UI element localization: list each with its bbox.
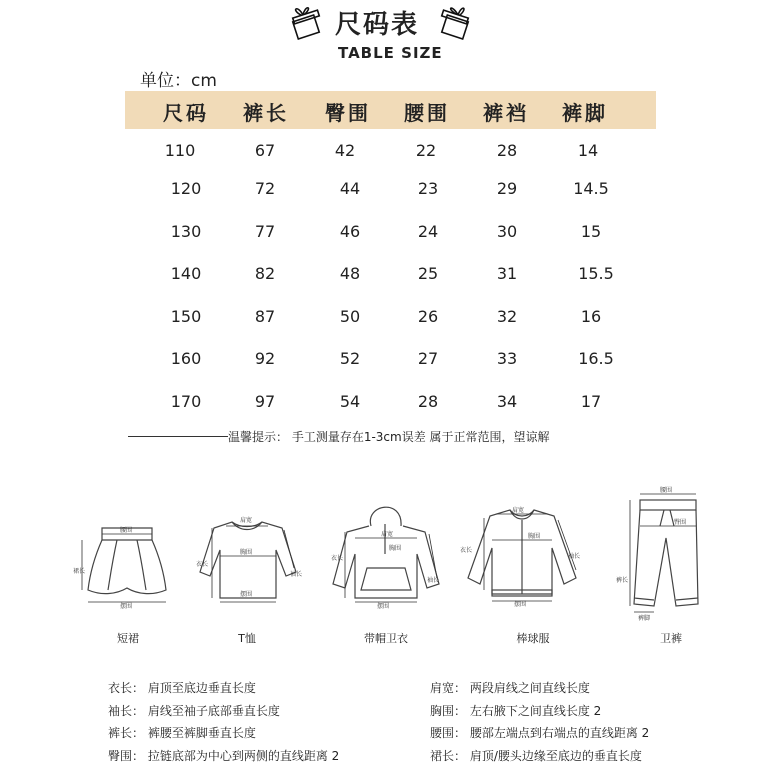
cell-size: 160: [170, 349, 202, 368]
page-subtitle: TABLE SIZE: [338, 44, 443, 62]
cell-leg-opening: 17: [580, 392, 602, 411]
header-hip: 臀围: [325, 101, 371, 125]
pants-length-label: 裤长: [616, 577, 629, 584]
header-crotch: 裤裆: [483, 101, 529, 125]
cell-pants-length: 82: [254, 264, 276, 283]
note-divider: [128, 436, 228, 437]
cell-hip: 48: [339, 264, 361, 283]
measurement-note: 温馨提示： 手工测量存在1-3cm误差 属于正常范围，望谅解: [228, 430, 550, 444]
cell-leg-opening: 14: [577, 141, 599, 160]
page-title: 尺码表: [335, 10, 420, 40]
definition-item: 裙长： 肩顶/腰头边缘至底边的垂直长度: [430, 749, 642, 763]
cell-crotch: 33: [496, 349, 518, 368]
cell-waist: 26: [417, 307, 439, 326]
cell-waist: 23: [417, 179, 439, 198]
cell-crotch: 30: [496, 222, 518, 241]
skirt-hem-label: 摆围: [120, 603, 133, 610]
hoodie-shoulder-label: 肩宽: [381, 531, 394, 538]
tshirt-sleeve-label: 袖长: [290, 571, 303, 578]
header-size: 尺码: [163, 101, 209, 125]
baseball-caption: 棒球服: [516, 632, 550, 645]
cell-crotch: 31: [496, 264, 518, 283]
baseball-shoulder-label: 肩宽: [512, 507, 525, 514]
gift-box-icon-left: [285, 2, 325, 42]
pants-caption: 卫裤: [660, 632, 682, 645]
skirt-length-label: 裙长: [73, 568, 86, 575]
cell-waist: 22: [415, 141, 437, 160]
cell-waist: 27: [417, 349, 439, 368]
definition-item: 腰围： 腰部左端点到右端点的直线距离 2: [430, 726, 650, 740]
unit-label: 单位：cm: [140, 71, 217, 91]
cell-size: 170: [170, 392, 202, 411]
cell-size: 130: [170, 222, 202, 241]
hoodie-caption: 带帽卫衣: [364, 632, 408, 645]
cell-crotch: 28: [496, 141, 518, 160]
cell-pants-length: 67: [254, 141, 276, 160]
tshirt-diagram: [190, 510, 305, 615]
cell-crotch: 29: [496, 179, 518, 198]
cell-hip: 44: [339, 179, 361, 198]
cell-size: 150: [170, 307, 202, 326]
tshirt-shoulder-label: 肩宽: [240, 517, 253, 524]
baseball-sleeve-label: 袖长: [568, 553, 581, 560]
tshirt-caption: T恤: [238, 632, 256, 645]
cell-leg-opening: 16.5: [578, 349, 614, 368]
cell-hip: 52: [339, 349, 361, 368]
cell-leg-opening: 16: [580, 307, 602, 326]
cell-hip: 42: [334, 141, 356, 160]
pants-hip-label: 臀围: [674, 519, 687, 526]
skirt-waist-label: 腰围: [120, 527, 133, 534]
pants-diagram: [612, 486, 712, 622]
gift-box-icon-right: [436, 2, 476, 42]
cell-crotch: 32: [496, 307, 518, 326]
tshirt-hem-label: 摆围: [240, 591, 253, 598]
baseball-hem-label: 摆围: [514, 601, 527, 608]
header-leg-opening: 裤脚: [562, 101, 608, 125]
tshirt-chest-label: 胸围: [240, 549, 253, 556]
cell-pants-length: 92: [254, 349, 276, 368]
baseball-chest-label: 胸围: [528, 533, 541, 540]
cell-leg-opening: 15.5: [578, 264, 614, 283]
cell-hip: 54: [339, 392, 361, 411]
hoodie-length-label: 衣长: [331, 555, 344, 562]
definition-item: 胸围： 左右腋下之间直线长度 2: [430, 704, 602, 718]
tshirt-length-label: 衣长: [196, 561, 209, 568]
definition-item: 袖长： 肩线至袖子底部垂直长度: [108, 704, 280, 718]
cell-waist: 24: [417, 222, 439, 241]
header-pants-length: 裤长: [243, 101, 289, 125]
hoodie-sleeve-label: 袖长: [427, 577, 440, 584]
pants-waist-label: 腰围: [660, 487, 673, 494]
cell-size: 140: [170, 264, 202, 283]
cell-crotch: 34: [496, 392, 518, 411]
cell-hip: 50: [339, 307, 361, 326]
definition-item: 肩宽： 两段肩线之间直线长度: [430, 681, 590, 695]
cell-leg-opening: 14.5: [573, 179, 609, 198]
definition-item: 衣长： 肩顶至底边垂直长度: [108, 681, 256, 695]
skirt-diagram: [72, 518, 182, 618]
cell-pants-length: 77: [254, 222, 276, 241]
cell-leg-opening: 15: [580, 222, 602, 241]
cell-pants-length: 87: [254, 307, 276, 326]
cell-size: 110: [164, 141, 196, 160]
cell-waist: 28: [417, 392, 439, 411]
baseball-jacket-diagram: [458, 498, 588, 608]
cell-pants-length: 97: [254, 392, 276, 411]
hoodie-chest-label: 胸围: [389, 545, 402, 552]
header-waist: 腰围: [404, 101, 450, 125]
cell-waist: 25: [417, 264, 439, 283]
cell-hip: 46: [339, 222, 361, 241]
cell-pants-length: 72: [254, 179, 276, 198]
definition-item: 臀围： 拉链底部为中心到两侧的直线距离 2: [108, 749, 340, 763]
skirt-caption: 短裙: [117, 632, 139, 645]
baseball-length-label: 衣长: [460, 547, 473, 554]
hoodie-hem-label: 摆围: [377, 603, 390, 610]
pants-hem-label: 裤脚: [638, 615, 651, 622]
hoodie-diagram: [325, 498, 445, 613]
definition-item: 裤长： 裤腰至裤脚垂直长度: [108, 726, 256, 740]
cell-size: 120: [170, 179, 202, 198]
